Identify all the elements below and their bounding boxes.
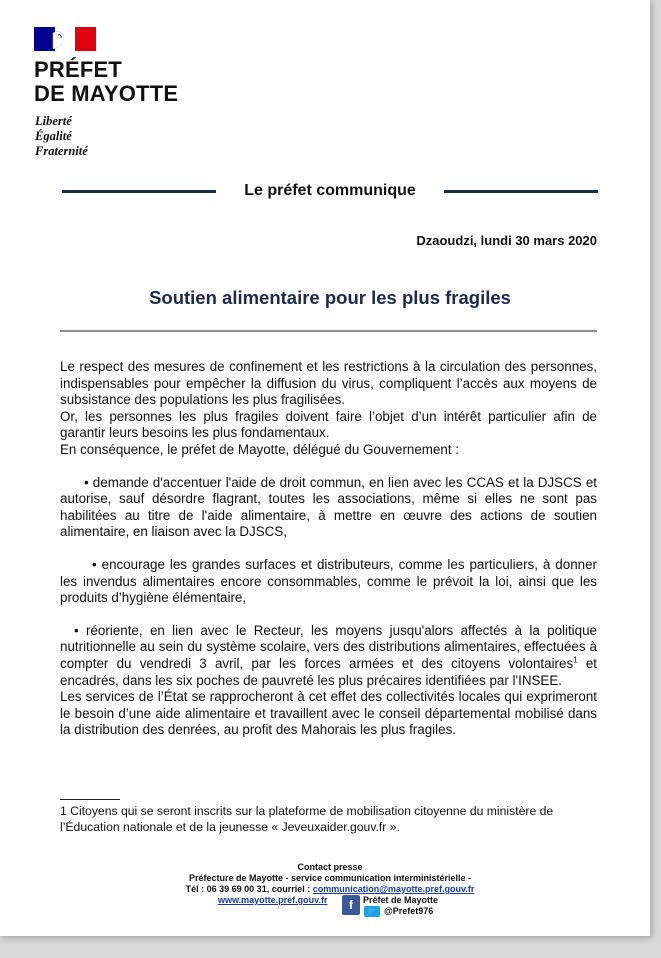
prefet-line-2: DE MAYOTTE (34, 81, 179, 106)
prefet-line-1: PRÉFET (34, 57, 122, 82)
footnote-marker: 1 (573, 655, 578, 665)
twitter-icon[interactable]: 🐦 (364, 906, 380, 917)
republic-motto (35, 114, 88, 159)
motto-liberte: Liberté (35, 114, 72, 128)
footnote: 1 Citoyens qui se seront inscrits sur la plateforme de mobilisation citoyenne du ministère de l’Éducation nationale et de la jeunesse « Jeveuxaider.gouv.fr ». (60, 804, 554, 834)
release-body (60, 359, 597, 739)
contact-title: Contact presse (297, 862, 363, 872)
press-contact (150, 862, 510, 916)
intro-paragraph-2: Or, les personnes les plus fragiles doivent faire l’objet d’un intérêt particulier afin de garantir leurs besoins les plus fondamentaux. (60, 408, 597, 441)
contact-phone-email (150, 884, 510, 895)
contact-service: Préfecture de Mayotte - service communication interministérielle - (188, 873, 472, 883)
facebook-handle[interactable]: Préfet de Mayotte (363, 895, 439, 905)
bullet-3-text-b: et encadrés, dans les six poches de pauvreté les plus précaires identifiées par l'INSEE. (60, 655, 598, 688)
twitter-handle[interactable]: @Prefet976 (384, 906, 434, 916)
release-date: Dzaoudzi, lundi 30 mars 2020 (416, 233, 597, 248)
marianne-flag-logo (34, 27, 96, 51)
headline: Soutien alimentaire pour les plus fragiles (149, 287, 511, 308)
closing-paragraph: Les services de l’État se rapprocheront à cet effet des collectivités locales qui exprimeront le besoin d’une aide alimentaire et travaillent avec le conseil départemental mobilisé dans la distribution des denrées, au profit des Mahorais les plus fragiles. (60, 689, 597, 738)
headline-divider (60, 330, 597, 332)
communique-banner (62, 182, 598, 202)
facebook-icon[interactable]: f (342, 895, 360, 915)
contact-social (150, 895, 510, 916)
website-link[interactable]: www.mayotte.pref.gouv.fr (218, 895, 328, 905)
banner-bar-left (62, 190, 216, 193)
prefecture-title (34, 58, 178, 106)
contact-phone: Tél : 06 39 69 00 31, courriel : (185, 884, 313, 894)
bullet-3-text-a: • réoriente, en lien avec le Recteur, les moyens jusqu'alors affectés à la politique nutritionnelle au sein du système scolaire, vers des distributions alimentaires, effectuées à compter du vendredi 3 avril, par les forces armées et des citoyens volontaires (60, 622, 597, 671)
motto-fraternite: Fraternité (35, 144, 88, 158)
measure-bullet-3 (60, 623, 597, 689)
motto-egalite: Égalité (35, 129, 72, 143)
intro-paragraph-3: En conséquence, le préfet de Mayotte, délégué du Gouvernement : (60, 441, 460, 457)
banner-bar-right (444, 190, 598, 193)
communique-label: Le préfet communique (244, 182, 416, 199)
measure-bullet-1: • demande d'accentuer l'aide de droit commun, en lien avec les CCAS et la DJSCS et autorise, sauf désordre flagrant, toutes les associations, même si elles ne sont pas habilitées au titre de l'aide alimentaire, à mettre en œuvre des actions de soutien alimentaire, en liaison avec la DJSCS, (60, 474, 597, 540)
contact-email-link[interactable]: communication@mayotte.pref.gouv.fr (312, 884, 475, 894)
footnote-divider (60, 799, 120, 800)
intro-paragraph: Le respect des mesures de confinement et les restrictions à la circulation des personnes, indispensables pour empêcher la diffusion du virus, compliquent l’accès aux moyens de subsistance des populations les plus fragilisées. (60, 359, 597, 408)
measure-bullet-2: • encourage les grandes surfaces et distributeurs, comme les particuliers, à donner les invendus alimentaires encore consommables, comme le prévoit la loi, ainsi que les produits d’hygiène élémentaire, (60, 556, 597, 606)
